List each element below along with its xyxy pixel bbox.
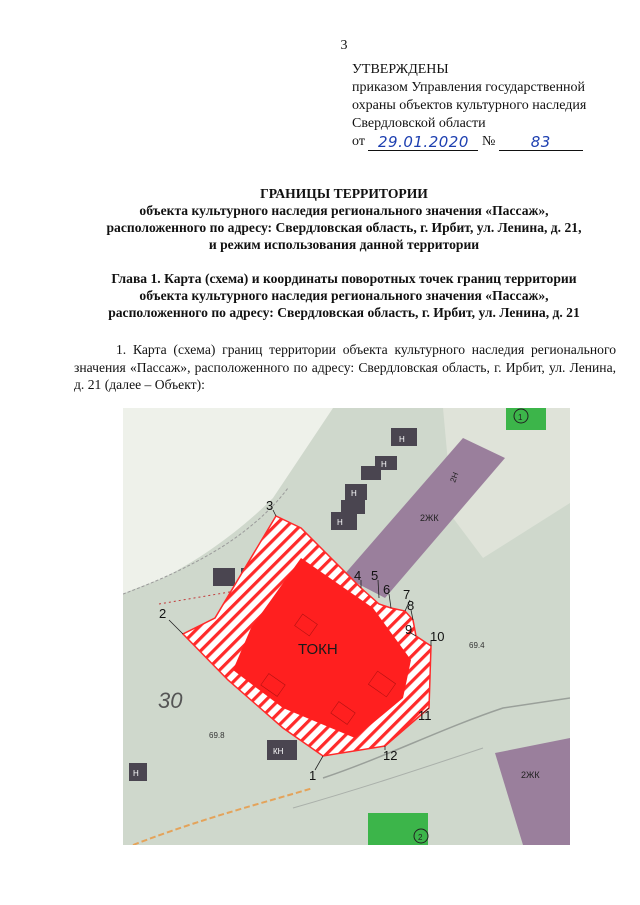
date-field: [368, 133, 478, 151]
building-n: [341, 500, 365, 514]
label-2zhk: 2ЖК: [420, 513, 439, 523]
title-line: расположенного по адресу: Свердловская область, г. Ирбит, ул. Ленина, д. 21,: [106, 220, 582, 235]
point-label-10: 10: [430, 629, 445, 644]
approval-line: охраны объектов культурного наследия: [352, 98, 587, 113]
point-label-11: 11: [418, 708, 432, 723]
point-label-1: 1: [309, 768, 317, 783]
label-2n: 2Н: [448, 470, 461, 484]
elevation-label: 69.4: [469, 641, 485, 650]
label-n: Н: [351, 489, 357, 498]
paragraph-1: 1. Карта (схема) границ территории объекта культурного наследия регионального значения «Пассаж», расположенного по адресу: Свердловская область, г. Ирбит, ул. Ленина, д. 21 (далее – Объект):: [74, 342, 616, 392]
point-label-2: 2: [159, 606, 167, 621]
date-value: 29.01.2020: [377, 133, 469, 151]
date-prefix: от: [352, 134, 365, 149]
chapter-line: Глава 1. Карта (схема) и координаты поворотных точек границ территории: [111, 271, 577, 286]
chapter-line: объекта культурного наследия регионального значения «Пассаж»,: [139, 288, 549, 303]
point-label-12: 12: [383, 748, 398, 763]
document-title: [60, 185, 628, 253]
building-n: [361, 466, 381, 480]
label-2zhk: 2ЖК: [521, 770, 540, 780]
label-n: Н: [337, 518, 343, 527]
object-label: ТОКН: [298, 641, 338, 658]
point-label-3: 3: [266, 498, 274, 513]
label-n: Н: [381, 460, 387, 469]
title-line: ГРАНИЦЫ ТЕРРИТОРИИ: [260, 186, 428, 201]
territory-map: [123, 408, 570, 845]
point-label-6: 6: [383, 582, 391, 597]
chapter-line: расположенного по адресу: Свердловская область, г. Ирбит, ул. Ленина, д. 21: [108, 305, 580, 320]
approval-line: приказом Управления государственной: [352, 80, 586, 95]
title-line: и режим использования данной территории: [208, 237, 480, 252]
label-n: Н: [133, 769, 139, 778]
building-n: [331, 512, 357, 530]
point-label-4: 4: [354, 568, 362, 583]
approval-date-line: [352, 133, 632, 151]
label-n: Н: [399, 435, 405, 444]
title-line: объекта культурного наследия регионального значения «Пассаж»,: [139, 203, 549, 218]
point-label-5: 5: [371, 568, 379, 583]
circle-label: 2: [418, 833, 423, 842]
approval-heading: УТВЕРЖДЕНЫ: [352, 62, 449, 77]
label-kn: КН: [273, 747, 284, 756]
elevation-label: 69.8: [209, 731, 225, 740]
chapter-heading: [60, 270, 628, 321]
building-n: [213, 568, 235, 586]
page-number: 3: [340, 38, 348, 53]
point-label-7: 7: [403, 587, 411, 602]
approval-stamp: [352, 61, 632, 151]
contour-number: 30: [158, 688, 183, 713]
number-value: 83: [530, 133, 551, 151]
number-field: [499, 133, 583, 151]
point-label-9: 9: [405, 622, 413, 637]
point-label-8: 8: [407, 598, 415, 613]
circle-label: 1: [518, 413, 523, 422]
number-prefix: №: [481, 134, 496, 149]
approval-line: Свердловской области: [352, 116, 486, 131]
